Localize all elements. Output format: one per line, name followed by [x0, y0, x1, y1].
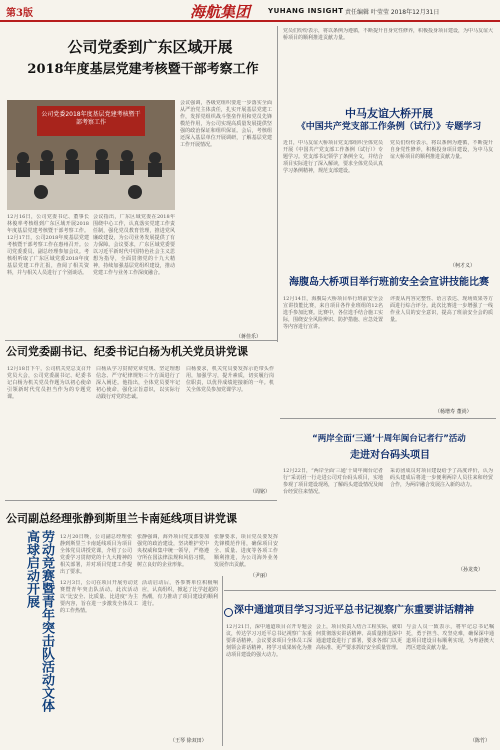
article-3-body-mid: 张静强调，海外项目党支部要加强党的政治建设，坚决维护党中央权威和集中统一领导，严格遵守所在国法律法规和风俗习惯，树立良好的企业形象。	[137, 534, 209, 568]
divider-a2	[5, 340, 277, 341]
article-1-subtitle: 2018年度基层党建考核暨干部考察工作	[27, 62, 259, 77]
article-1-body-right: 会议强调，各级党组织要进一步落实全面从严治党主体责任，扎实开展基层党建工作，发挥党组织战斗堡垒作用和党员先锋模范作用，为公司实现高质量发展提供坚强的政治保证和组织保证。会后，考核组还深入基层单位开展调研，了解基层党建工作开展情况。	[180, 100, 272, 148]
article-5-body-left: 12月14日，海腹岛大桥项目举行班前安全会宣讲技能比赛，来自项目各作业班组的12名选手参加比赛。比赛中，各位选手结合施工实际，围绕安全风险辨识、防护措施、应急处置等内容进行宣讲。	[283, 296, 383, 330]
article-5-title: 海腹岛大桥项目举行班前安全会宣讲技能比赛	[289, 277, 489, 288]
article-6-body-left: 12月22日，“两岸全面‘三通’十周年闽台记者行”采访团一行走进公司对台码头项目，实地参观了项目建设现场，了解码头建设情况及闽台经贸往来情况。	[283, 468, 383, 495]
article-1-body-mid: 会议指出，广东区域党委在2018年围绕中心工作，认真落实党建工作责任制，强化党员教育管理，推进党风廉政建设，为公司业务发展提供了有力保障。会议要求，广东区域党委要以习近平新时代中国特色社会主义思想为指导，全面贯彻党的十九大精神，持续加强基层党组织建设，推动党建工作与业务工作深度融合。	[93, 214, 175, 276]
article-0-body-tail: 党员们纷纷表示，将以条例为遵循，不断提升自身党性修养，积极投身项目建设，为中马友谊大桥项目的顺利推进贡献力量。	[283, 28, 493, 41]
article-2-body-right: 白杨要求，机关党员要发挥示范带头作用，加强学习，提升素质，切实履行岗位职责，以优异成绩迎接新的一年。机关全体党员参加党课学习。	[186, 366, 274, 393]
article-4-body-right: 党员们纷纷表示，将以条例为遵循，不断提升自身党性修养，积极投身项目建设，为中马友谊大桥项目的顺利推进贡献力量。	[390, 140, 493, 160]
article-1-credit: （蒋佳乐）	[236, 334, 262, 340]
article-3-credit: （尹丽）	[250, 573, 271, 579]
brand-logo: 海航集团	[190, 3, 251, 21]
article-6-title: “两岸全面‘三通’十周年闽台记者行”活动	[312, 434, 466, 444]
article-2-body-left: 12月18日下午，公司机关党总支召开党员大会，公司党委副书记、纪委书记白杨为机关党员作题为以初心使命引领新时代党员担当作为的专题党课。	[7, 366, 91, 400]
article-8-body-left: 12月3日，公司在项目开展劳动竞赛暨青年突击队活动。此次活动以“比安全、比质量、比进度”为主要内容，旨在进一步激发全体员工的工作热情。	[60, 580, 138, 614]
article-6-body-right: 采访团成员对项目建设给予了高度评价，认为码头建成后将进一步便利两岸人员往来和经贸合作，为两岸融合发展注入新的动力。	[390, 468, 493, 488]
article-3-body-left: 12月20日晚，公司副总经理张静到斯里兰卡南延线项目为项目全体党员讲授党课，介绍了公司党委学习贯彻党的十九大精神的相关部署，并对项目党建工作提出了要求。	[60, 534, 132, 574]
article-2-title: 公司党委副书记、纪委书记白杨为机关党员讲党课	[6, 345, 248, 358]
article-7-body-left: 12月21日，深中通道项目召开专题会议，传达学习习近平总书记视察广东重要讲话精神。会议要求项目全体员工深刻领会讲话精神，将学习成果转化为推动项目建设的强大动力。	[226, 624, 312, 658]
divider-a7	[224, 590, 496, 591]
article-7-body-mid: 会上，项目负责人结合工程实际，就如何贯彻落实讲话精神、高质量推进深中通道建设进行了部署，要求各部门以更高标准、更严要求抓好安全质量管理。	[316, 624, 402, 651]
article-6-credit: （孙龙贵）	[458, 567, 484, 573]
divider-a3	[5, 500, 277, 501]
article-4-credit: （柯才义）	[450, 263, 476, 269]
divider-a6	[280, 418, 496, 419]
article-4-title: 中马友谊大桥开展	[345, 107, 433, 120]
article-6-subtitle: 走进对台码头项目	[350, 450, 430, 461]
article-5-credit: （杨增寿 董尚）	[435, 409, 472, 415]
meeting-photo	[7, 100, 175, 210]
article-3-title: 公司副总经理张静到斯里兰卡南延线项目讲党课	[6, 512, 237, 525]
masthead	[0, 0, 500, 22]
article-8-body-right: 活动启动后，各参赛单位积极响应，认真组织，掀起了比学赶超的热潮，有力推动了项目建设的顺利进行。	[142, 580, 218, 607]
article-7-body-right: 与会人员一致表示，将牢记总书记嘱托，勇于担当、攻坚克难，确保深中通道项目建设目标顺利实现，为粤港澳大湾区建设贡献力量。	[406, 624, 494, 651]
article-1-body-left: 12月16日，公司党委书记、董事长林俊率考核组到广东区域开展2018年度基层党建考核暨干部考察工作。12月17日，公司2018年度基层党建考核暨干部考察工作在惠州召开。公司党委委员、副总经理参加会议。考核组听取了广东区域党委2018年度基层党建工作汇报，查阅了相关资料，并与相关人员进行了个别谈话。	[7, 214, 89, 276]
article-4-body-left: 近日，中马友谊大桥项目党支部组织全体党员开展《中国共产党支部工作条例（试行）》专题学习。党支部书记领学了条例全文，并结合项目实际进行了深入解读，要求全体党员认真学习条例精神，规范支部建设。	[283, 140, 383, 174]
article-7-credit: （陈竹）	[470, 738, 491, 744]
article-2-body-mid: 白杨从学习贯彻党章党规、坚定理想信念、严守纪律规矩三个方面进行了深入阐述。他指出，全体党员要牢记初心使命，强化宗旨意识，以实际行动践行对党的忠诚。	[96, 366, 180, 400]
article-4-subtitle: 《中国共产党支部工作条例（试行）》专题学习	[296, 122, 482, 132]
page-number: 第3版	[6, 8, 33, 19]
article-7-title: 深中通道项目学习习近平总书记视察广东重要讲话精神	[234, 605, 474, 616]
article-8-credit: （王琴 徐双田）	[170, 738, 207, 744]
column-divider-lower	[222, 576, 223, 746]
issue-meta: 责任编辑 叶莹莹 2018年12月31日	[345, 9, 440, 16]
article-3-body-right: 张静要求，项目党员要发挥先锋模范作用，确保项目安全、质量、进度等各项工作顺利推进，为公司海外业务发展作出贡献。	[214, 534, 278, 568]
article-2-credit: （周铭）	[250, 489, 271, 495]
headline-bullet-icon	[224, 608, 233, 617]
photo-banner-text: 公司党委2018年度基层党建考核暨干部考察工作	[41, 111, 141, 126]
article-1-title: 公司党委到广东区域开展	[67, 38, 233, 56]
sidebar-vertical-title: 劳动竞赛暨青年突击队活动文体高球启动开展	[24, 530, 54, 712]
section-name: YUHANG INSIGHT	[268, 7, 344, 15]
article-5-body-right: 评委从内容完整性、语言表达、现场效果等方面进行综合评分。此次比赛进一步增强了一线作业人员的安全意识，提高了班前安全会的质量。	[390, 296, 493, 323]
column-divider	[277, 26, 278, 342]
